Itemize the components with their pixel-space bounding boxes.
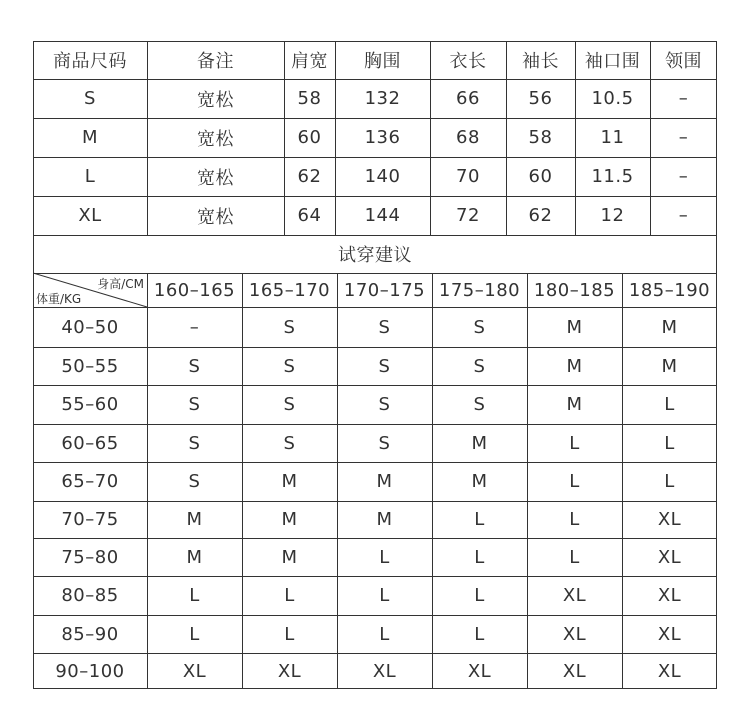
recommended-size-cell: L [664,432,675,454]
weight-range-cell: 50–55 [61,355,119,377]
recommended-size-cell: S [473,355,486,377]
size-table-cell: – [678,166,689,187]
recommended-size-cell: M [566,316,583,338]
size-header-cell: 袖长 [522,51,559,72]
weight-range-cell: 75–80 [61,546,119,568]
recommended-size-cell: L [569,432,580,454]
height-range-header: 180–185 [533,279,616,301]
recommended-size-cell: L [474,585,485,606]
size-table-cell: 宽松 [197,128,234,150]
recommended-size-cell: M [566,355,583,377]
recommended-size-cell: S [473,394,486,415]
recommended-size-cell: S [188,432,201,454]
weight-range-cell: 90–100 [55,660,125,682]
recommended-size-cell: S [188,394,201,415]
recommended-size-cell: S [188,471,201,492]
size-table-cell: 56 [528,88,553,109]
recommended-size-cell: XL [372,660,397,682]
height-range-header: 175–180 [438,279,521,301]
size-table-cell: 宽松 [197,206,234,228]
recommended-size-cell: M [281,546,298,568]
recommended-size-cell: L [569,471,580,492]
size-table-cell: 10.5 [591,88,634,109]
recommended-size-cell: M [186,546,203,568]
size-table-cell: 68 [456,127,480,148]
recommended-size-cell: L [569,509,580,530]
corner-weight-label: 体重/KG [36,292,82,306]
size-table-cell: 140 [364,166,401,187]
recommended-size-cell: M [281,509,298,530]
size-header-cell: 商品尺码 [53,51,127,72]
size-table-cell: 宽松 [197,167,234,189]
size-chart [33,41,717,689]
recommended-size-cell: L [474,546,485,568]
recommendation-title: 试穿建议 [338,245,412,266]
recommended-size-cell: L [189,585,200,606]
recommended-size-cell: L [284,585,295,606]
size-table-cell: 132 [364,88,401,109]
recommended-size-cell: S [473,316,486,338]
recommended-size-cell: S [188,355,201,377]
recommended-size-cell: M [661,355,678,377]
recommended-size-cell: M [376,509,393,530]
recommended-size-cell: XL [657,623,682,645]
size-header-cell: 袖口围 [584,51,641,72]
size-table-cell: 70 [456,166,480,187]
recommended-size-cell: S [283,355,296,377]
corner-height-label: 身高/CM [97,277,144,291]
size-table-cell: S [84,88,96,109]
size-table-cell: 62 [297,166,322,187]
size-table-cell: 12 [600,205,625,226]
recommended-size-cell: S [378,432,391,454]
recommended-size-cell: M [661,316,678,338]
recommended-size-cell: S [378,355,391,377]
size-table-cell: 62 [528,205,553,226]
recommended-size-cell: L [569,546,580,568]
recommended-size-cell: XL [277,660,302,682]
recommended-size-cell: L [379,585,390,606]
recommended-size-cell: S [283,316,296,338]
recommended-size-cell: M [186,509,203,530]
size-table-cell: L [84,166,96,187]
weight-range-cell: 60–65 [61,432,119,454]
size-table-cell: XL [78,205,102,226]
size-header-cell: 备注 [197,51,234,72]
recommended-size-cell: L [379,623,390,645]
size-table-cell: 136 [364,127,401,148]
size-header-cell: 领围 [665,51,702,72]
recommended-size-cell: L [474,509,485,530]
weight-range-cell: 70–75 [61,509,119,530]
recommended-size-cell: L [474,623,485,645]
size-table-cell: 11.5 [591,166,634,187]
recommended-size-cell: L [284,623,295,645]
size-table-cell: M [81,127,99,148]
size-table-cell: 60 [528,166,553,187]
size-table-cell: 144 [364,205,401,226]
recommended-size-cell: XL [657,585,682,606]
recommended-size-cell: – [189,316,200,338]
weight-range-cell: 85–90 [61,623,119,645]
height-range-header: 185–190 [628,279,711,301]
recommended-size-cell: S [378,316,391,338]
size-table-cell: – [678,127,689,148]
recommended-size-cell: S [283,432,296,454]
size-table-cell: 60 [297,127,322,148]
size-header-cell: 胸围 [364,51,401,72]
recommended-size-cell: L [189,623,200,645]
recommended-size-cell: XL [562,585,587,606]
size-table-cell: – [678,205,689,226]
recommended-size-cell: M [471,432,488,454]
recommended-size-cell: S [378,394,391,415]
height-range-header: 165–170 [248,279,331,301]
recommended-size-cell: L [664,471,675,492]
recommended-size-cell: M [471,471,488,492]
size-table-cell: 宽松 [197,89,234,111]
height-range-header: 170–175 [343,279,426,301]
size-table-cell: 58 [297,88,322,109]
recommended-size-cell: XL [182,660,207,682]
recommended-size-cell: XL [562,623,587,645]
recommended-size-cell: XL [562,660,587,682]
weight-range-cell: 65–70 [61,471,119,492]
size-table-cell: 64 [297,205,322,226]
recommended-size-cell: L [379,546,390,568]
recommended-size-cell: S [283,394,296,415]
weight-range-cell: 55–60 [61,394,119,415]
weight-range-cell: 80–85 [61,585,119,606]
recommended-size-cell: XL [467,660,492,682]
size-table-cell: 72 [456,205,480,226]
recommended-size-cell: L [664,394,675,415]
recommended-size-cell: XL [657,509,682,530]
height-range-header: 160–165 [153,279,236,301]
recommended-size-cell: M [376,471,393,492]
size-table-cell: 58 [528,127,553,148]
size-table-cell: 11 [600,127,625,148]
size-table-cell: 66 [456,88,480,109]
recommended-size-cell: M [566,394,583,415]
size-header-cell: 衣长 [449,51,487,72]
size-header-cell: 肩宽 [291,51,328,72]
recommended-size-cell: M [281,471,298,492]
size-table-cell: – [678,88,689,109]
recommended-size-cell: XL [657,660,682,682]
weight-range-cell: 40–50 [61,316,119,338]
recommended-size-cell: XL [657,546,682,568]
